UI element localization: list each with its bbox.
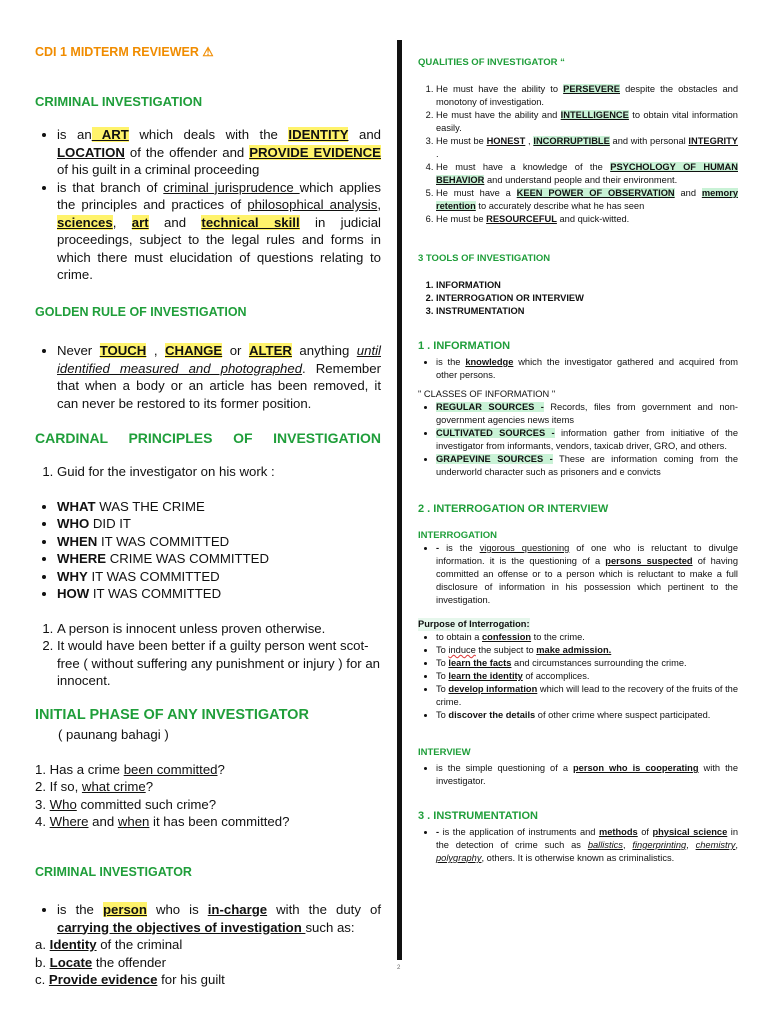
interview-list xyxy=(418,762,738,788)
list-item: 2. It would have been better if a guilty person went scot-free ( without suffering any punishment or injury ) for an innocent. xyxy=(57,637,381,690)
purpose-list xyxy=(418,631,738,722)
instrumentation-heading: 3 . INSTRUMENTATION xyxy=(418,810,538,822)
criminal-investigation-heading: CRIMINAL INVESTIGATION xyxy=(35,93,203,109)
tools-heading: 3 TOOLS OF INVESTIGATION xyxy=(418,253,551,264)
list-item: • is that branch of criminal jurisprudence which applies the principles and practices of philosophical analysis, sciences, art and technical skill in judicial proceedings, subject to the legal rules and forms in which there must elucidation of questions relating to crime. xyxy=(57,179,381,284)
qualities-list xyxy=(418,83,738,226)
list-item: • WHERE CRIME WAS COMMITTED xyxy=(57,550,381,568)
list-item: • To learn the facts and circumstances surrounding the crime. xyxy=(436,657,738,670)
interrogation-interview-heading: 2 . INTERROGATION OR INTERVIEW xyxy=(418,503,609,515)
principles-list xyxy=(35,620,381,690)
cardinal-guide-list xyxy=(35,463,381,481)
initial-phase-subtitle: ( paunang bahagi ) xyxy=(58,727,169,742)
cardinal-principles-heading: CARDINAL PRINCIPLES OF INVESTIGATION xyxy=(35,430,381,446)
purpose-heading: Purpose of Interrogation: xyxy=(418,619,530,629)
list-item: • To develop information which will lead to the recovery of the fruits of the crime. xyxy=(436,683,738,709)
list-item: • - is the application of instruments and methods of physical science in the detection of crime such as ballistics, fingerprinting, chemistry, polygraphy, others. It is otherwise known as criminalistics. xyxy=(436,826,738,865)
list-item: • to obtain a confession to the crime. xyxy=(436,631,738,644)
objective-item: a. Identity of the criminal xyxy=(35,937,183,952)
list-item: • GRAPEVINE SOURCES - These are information coming from the underworld character such as prisoners and e convicts xyxy=(436,453,738,479)
list-item: • HOW IT WAS COMMITTED xyxy=(57,585,381,603)
document-title: CDI 1 MIDTERM REVIEWER ⚠ xyxy=(35,45,214,59)
five-ws-list xyxy=(35,498,381,603)
list-item: 1. A person is innocent unless proven otherwise. xyxy=(57,620,381,638)
list-item: 5. He must have a KEEN POWER OF OBSERVATION and memory retention to accurately describe what he has seen xyxy=(436,187,738,213)
list-item: • CULTIVATED SOURCES - information gather from initiative of the investigator from informants, vendors, taxicab driver, GRO, and others. xyxy=(436,427,738,453)
list-item: 1. Guid for the investigator on his work : xyxy=(57,463,381,481)
initial-phase-heading: INITIAL PHASE OF ANY INVESTIGATOR xyxy=(35,706,309,723)
list-item: • WHY IT WAS COMMITTED xyxy=(57,568,381,586)
criminal-investigation-list xyxy=(35,126,381,284)
list-item: • - is the vigorous questioning of one who is reluctant to divulge information. it is the questioning of a persons suspected of having committed an offense or to a person which is reluctant to make a full disclosure of information in his possession which pertinent to the investigation. xyxy=(436,542,738,607)
list-item: • Never TOUCH , CHANGE or ALTER anything until identified measured and photographed. Remember that when a body or an article has been removed, it can never be restored to its former position. xyxy=(57,342,381,412)
page-number: 2 xyxy=(397,965,401,971)
list-item: 2. He must have the ability and INTELLIGENCE to obtain vital information easily. xyxy=(436,109,738,135)
list-item: • WHO DID IT xyxy=(57,515,381,533)
information-list xyxy=(418,356,738,382)
list-item: 1. He must have the ability to PERSEVERE despite the obstacles and monotony of investigation. xyxy=(436,83,738,109)
objective-item: b. Locate the offender xyxy=(35,954,166,970)
list-item: 3. He must be HONEST , INCORRUPTIBLE and with personal INTEGRITY . xyxy=(436,135,738,161)
classes-list xyxy=(418,401,738,479)
interview-heading: INTERVIEW xyxy=(418,747,471,758)
list-item: 4. He must have a knowledge of the PSYCHOLOGY OF HUMAN BEHAVIOR and understand people and their environment. xyxy=(436,161,738,187)
list-item: 2. If so, what crime? xyxy=(35,779,154,794)
list-item: 6. He must be RESOURCEFUL and quick-witted. xyxy=(436,213,738,226)
list-item: • REGULAR SOURCES - Records, files from government and non-government agencies news items xyxy=(436,401,738,427)
criminal-investigator-list xyxy=(35,901,381,936)
golden-rule-heading: GOLDEN RULE OF INVESTIGATION xyxy=(35,304,247,319)
qualities-heading: QUALITIES OF INVESTIGATOR “ xyxy=(418,57,565,68)
information-heading: 1 . INFORMATION xyxy=(418,340,511,352)
tools-list xyxy=(418,279,738,318)
list-item: • is the knowledge which the investigator gathered and acquired from other persons. xyxy=(436,356,738,382)
list-item: 2. INTERROGATION OR INTERVIEW xyxy=(436,292,738,305)
initial-phase-questions xyxy=(35,761,381,831)
golden-rule-list xyxy=(35,342,381,412)
left-column xyxy=(35,38,381,989)
list-item: • is the person who is in-charge with the duty of carrying the objectives of investigation such as: xyxy=(57,901,381,936)
list-item: • To discover the details of other crime where suspect participated. xyxy=(436,709,738,722)
list-item: • is an ART which deals with the IDENTITY and LOCATION of the offender and PROVIDE EVIDENCE of his guilt in a criminal proceeding xyxy=(57,126,381,179)
objective-item: c. Provide evidence for his guilt xyxy=(35,972,225,987)
criminal-investigator-heading: CRIMINAL INVESTIGATOR xyxy=(35,864,192,879)
list-item: • To induce the subject to make admission. xyxy=(436,644,738,657)
column-divider xyxy=(397,40,402,960)
list-item: 4. Where and when it has been committed? xyxy=(35,814,290,829)
classes-label: " CLASSES OF INFORMATION " xyxy=(418,389,556,399)
list-item: • is the simple questioning of a person who is cooperating with the investigator. xyxy=(436,762,738,788)
instrumentation-list xyxy=(418,826,738,865)
right-column xyxy=(418,56,738,865)
list-item: • WHEN IT WAS COMMITTED xyxy=(57,533,381,551)
interrogation-subheading: INTERROGATION xyxy=(418,530,497,541)
list-item: 1. INFORMATION xyxy=(436,279,738,292)
list-item: 3. Who committed such crime? xyxy=(35,796,217,812)
list-item: • WHAT WAS THE CRIME xyxy=(57,498,381,516)
list-item: • To learn the identity of accomplices. xyxy=(436,670,738,683)
list-item: 3. INSTRUMENTATION xyxy=(436,305,738,318)
list-item: 1. Has a crime been committed? xyxy=(35,761,225,777)
interrogation-list xyxy=(418,542,738,607)
